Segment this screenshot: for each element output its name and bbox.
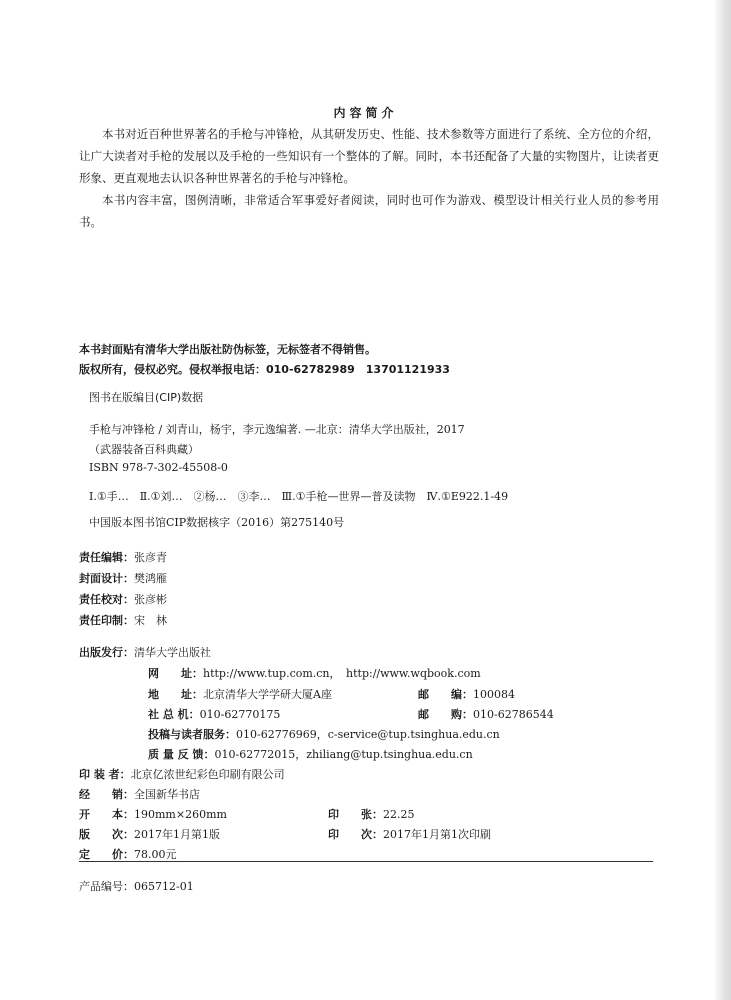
website-value: http://www.tup.com.cn， http://www.wqbook.com [203, 667, 481, 680]
website-label: 网 址： [148, 667, 203, 680]
divider-line [79, 861, 653, 862]
distributor-value: 全国新华书店 [134, 788, 200, 801]
cip-heading: 图书在版编目(CIP)数据 [89, 391, 204, 404]
address-row [148, 686, 332, 702]
printer-value: 北京亿浓世纪彩色印刷有限公司 [130, 768, 285, 781]
distributor-label: 经 销： [79, 788, 134, 801]
postcode-value: 100084 [473, 688, 515, 701]
quality-feedback-value: 010-62772015，zhiliang@tup.tsinghua.edu.cn [214, 748, 473, 761]
reader-service-value: 010-62776969，c-service@tup.tsinghua.edu.cn [236, 728, 500, 741]
staff-cover-design [79, 570, 167, 586]
publisher-row [79, 644, 211, 660]
quality-feedback-label: 质 量 反 馈： [148, 748, 215, 761]
cip-classification: Ⅰ.①手… Ⅱ.①刘… ②杨… ③李… Ⅲ.①手枪—世界—普及读物 Ⅳ.①E922.1-49 [89, 490, 509, 503]
publisher-name: 清华大学出版社 [134, 646, 211, 659]
price-label: 定 价： [79, 848, 134, 861]
mail-order-label: 邮 购： [418, 708, 473, 721]
staff-editor-label: 责任编辑： [79, 551, 134, 564]
format-label: 开 本： [79, 808, 134, 821]
postcode-row [418, 686, 515, 702]
copyright-notice: 版权所有，侵权必究。侵权举报电话：010-62782989 13701121933 [79, 363, 450, 376]
impression-value: 2017年1月第1次印刷 [383, 828, 491, 841]
sheets-label: 印 张： [328, 808, 383, 821]
format-row [79, 806, 227, 822]
publisher-label: 出版发行： [79, 646, 134, 659]
switchboard-row [148, 706, 280, 722]
price-row [79, 846, 177, 862]
staff-proofreader-label: 责任校对： [79, 593, 134, 606]
anti-counterfeit-notice: 本书封面贴有清华大学出版社防伪标签，无标签者不得销售。 [79, 343, 376, 356]
format-value: 190mm×260mm [134, 808, 227, 821]
address-value: 北京清华大学学研大厦A座 [203, 688, 332, 701]
cip-isbn: ISBN 978-7-302-45508-0 [89, 461, 228, 474]
intro-paragraph-1: 本书对近百种世界著名的手枪与冲锋枪，从其研发历史、性能、技术参数等方面进行了系统、全方位的介绍，让广大读者对手枪的发展以及手枪的一些知识有一个整体的了解。同时，本书还配备了大量的实物图片，让读者更形象、更直观地去认识各种世界著名的手枪与冲锋枪。 [79, 127, 659, 185]
sheets-row [328, 806, 415, 822]
website-row [148, 665, 481, 681]
sheets-value: 22.25 [383, 808, 415, 821]
cip-check-number: 中国版本图书馆CIP数据核字（2016）第275140号 [89, 516, 345, 529]
price-value: 78.00元 [134, 848, 177, 861]
quality-feedback-row [148, 746, 473, 762]
intro-paragraph-2: 本书内容丰富，图例清晰，非常适合军事爱好者阅读，同时也可作为游戏、模型设计相关行业人员的参考用书。 [79, 193, 659, 229]
switchboard-value: 010-62770175 [199, 708, 281, 721]
staff-printing-manager-value: 宋 林 [134, 614, 167, 627]
postcode-label: 邮 编： [418, 688, 473, 701]
cip-line-2: （武器装备百科典藏） [89, 443, 199, 456]
reader-service-row [148, 726, 500, 742]
impression-row [328, 826, 491, 842]
page-edge-shadow [713, 0, 731, 1000]
staff-cover-design-value: 樊鸿雁 [134, 572, 167, 585]
edition-label: 版 次： [79, 828, 134, 841]
mail-order-row [418, 706, 554, 722]
intro-title: 内容简介 [333, 106, 398, 120]
address-label: 地 址： [148, 688, 203, 701]
staff-printing-manager-label: 责任印制： [79, 614, 134, 627]
printer-row [79, 766, 285, 782]
staff-editor-value: 张彦青 [134, 551, 167, 564]
mail-order-value: 010-62786544 [473, 708, 554, 721]
distributor-row [79, 786, 200, 802]
staff-proofreader [79, 591, 167, 607]
product-code: 产品编号：065712-01 [79, 880, 194, 893]
edition-row [79, 826, 220, 842]
staff-cover-design-label: 封面设计： [79, 572, 134, 585]
edition-value: 2017年1月第1版 [134, 828, 220, 841]
cip-line-1: 手枪与冲锋枪 / 刘青山，杨宇，李元逸编著. —北京：清华大学出版社，2017 [89, 423, 465, 436]
impression-label: 印 次： [328, 828, 383, 841]
reader-service-label: 投稿与读者服务： [148, 728, 236, 741]
staff-editor [79, 549, 167, 565]
staff-proofreader-value: 张彦彬 [134, 593, 167, 606]
switchboard-label: 社 总 机： [148, 708, 200, 721]
staff-printing-manager [79, 612, 167, 628]
printer-label: 印 装 者： [79, 768, 131, 781]
